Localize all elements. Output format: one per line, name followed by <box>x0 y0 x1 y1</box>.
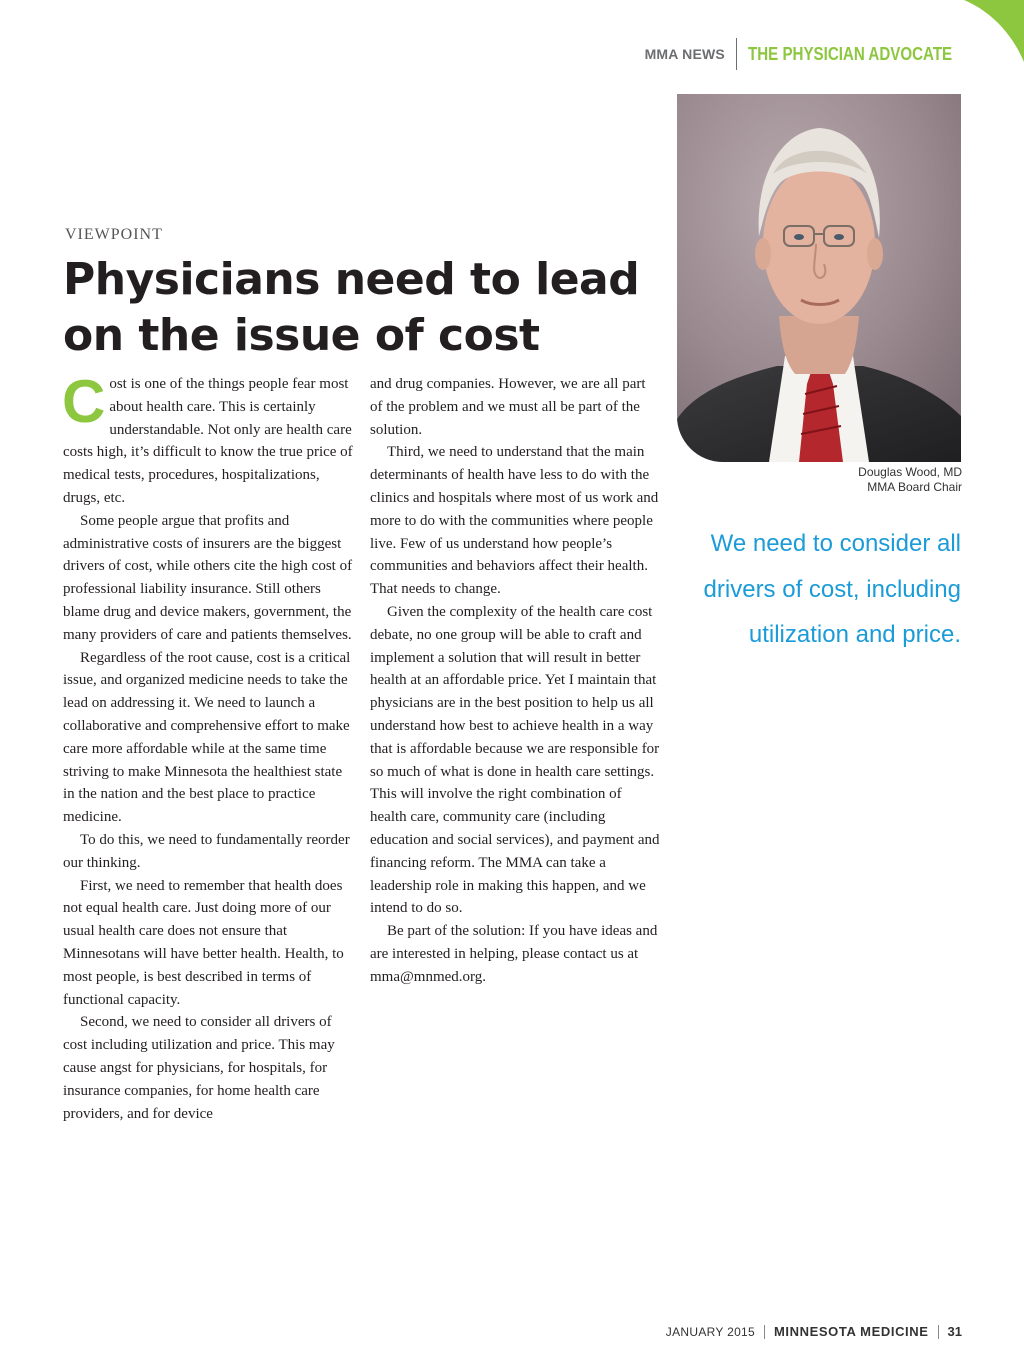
article-headline: Physicians need to lead on the issue of cost <box>63 254 640 361</box>
header-divider <box>736 38 737 70</box>
footer-divider <box>764 1325 765 1339</box>
article-paragraph: Given the complexity of the health care cost debate, no one group will be able to craft and implement a solution that will result in better health at an affordable price. Yet I maintain that physicians are in the best position to help us all understand how best to achieve health in a way that is affordable because we are responsible for so much of what is done in health care settings. This will involve the right combination of health care, community care (including education and social services), and payment and financing reform. The MMA can take a leadership role in making this happen, and we intend to do so. <box>370 603 660 917</box>
caption-name: Douglas Wood, MD <box>858 465 962 479</box>
author-photo <box>677 94 961 462</box>
footer-date: JANUARY 2015 <box>665 1324 755 1339</box>
corner-swoosh-decoration <box>964 0 1024 70</box>
article-paragraph: and drug companies. However, we are all part of the problem and we must all be part of the solution. <box>370 376 646 438</box>
article-column-1 <box>62 368 353 1125</box>
article-paragraph: Second, we need to consider all drivers of cost including utilization and price. This may cause angst for physicians, for hospitals, for insurance companies, for home health care providers, and for device <box>63 1014 335 1122</box>
section-kicker: VIEWPOINT <box>65 226 163 243</box>
drop-cap: C <box>62 368 106 435</box>
article-column-2 <box>370 373 660 989</box>
footer-divider <box>938 1325 939 1339</box>
article-paragraph: First, we need to remember that health does not equal health care. Just doing more of our usual health care does not ensure that Minnesotans will have better health. Health, to most people, is best described in terms of functional capacity. <box>63 877 344 1008</box>
article-paragraph: To do this, we need to fundamentally reorder our thinking. <box>63 831 350 871</box>
article-paragraph: Regardless of the root cause, cost is a critical issue, and organized medicine needs to take the lead on addressing it. We need to launch a collaborative and comprehensive effort to make care more affordable while at the same time striving to make Minnesota the healthiest state in the nation and the best place to practice medicine. <box>63 649 351 826</box>
caption-title: MMA Board Chair <box>867 480 962 494</box>
article-paragraph: Be part of the solution: If you have ideas and are interested in helping, please contact us at mma@mnmed.org. <box>370 923 658 985</box>
photo-caption <box>858 465 962 495</box>
footer-page-number: 31 <box>947 1324 962 1339</box>
page-footer <box>666 1324 962 1339</box>
footer-publication: MINNESOTA MEDICINE <box>774 1324 929 1339</box>
page-header <box>645 38 963 70</box>
article-paragraph: Cost is one of the things people fear most about health care. This is certainly understandable. Not only are health care costs high, it’s difficult to know the true price of medical tests, procedures, hospitalizations, drugs, etc. <box>62 368 353 506</box>
header-mma-news-label: MMA NEWS <box>644 46 725 62</box>
pull-quote: We need to consider all drivers of cost, including utilization and price. <box>703 530 961 648</box>
article-paragraph: Third, we need to understand that the main determinants of health have less to do with the clinics and hospitals where most of us work and more to do with the communities where people live. Few of us understand how people’s communities and behaviors affect their health. That needs to change. <box>370 444 659 598</box>
article-paragraph: Some people argue that profits and administrative costs of insurers are the biggest drivers of cost, while others cite the high cost of professional liability insurance. Still others blame drug and device makers, government, the many providers of care and patients themselves. <box>63 512 353 643</box>
header-section-title: THE PHYSICIAN ADVOCATE <box>747 43 953 64</box>
